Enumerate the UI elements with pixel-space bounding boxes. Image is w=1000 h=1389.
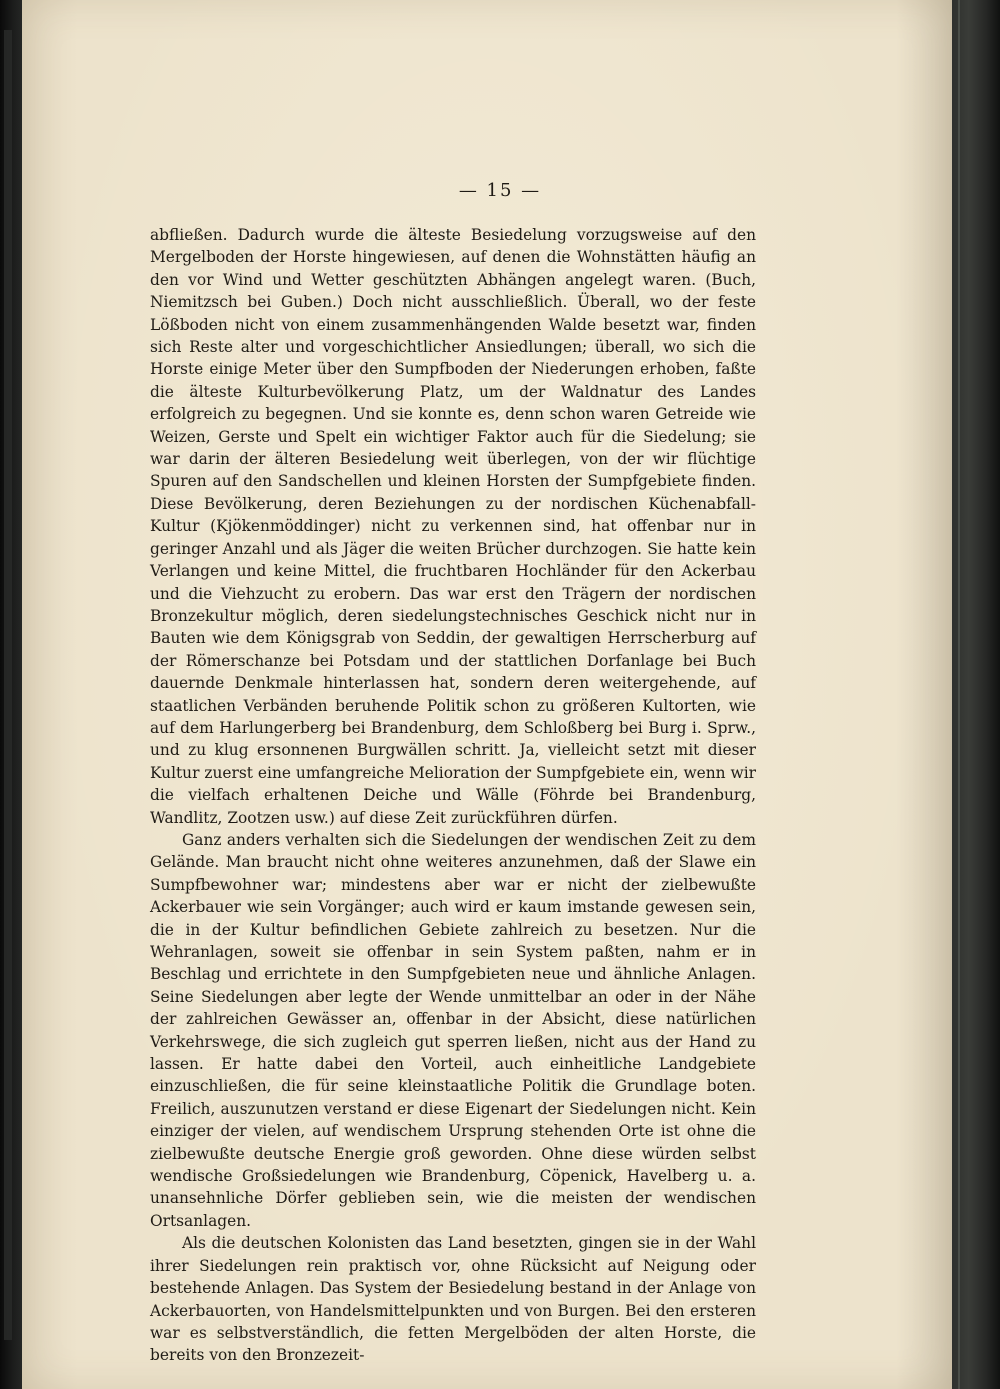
body-text [150, 224, 756, 1367]
binding-line [958, 0, 960, 1389]
paragraph-3: Als die deutschen Kolonisten das Land besetzten, gingen sie in der Wahl ihrer Siedelungen rein praktisch vor, ohne Rücksicht auf Neigung oder bestehende Anlagen. Das System der Besiedelung bestand in der Anlage von Ackerbauorten, von Handelsmittelpunkten und von Burgen. Bei den ersteren war es selbstverständlich, die fetten Mergelböden der alten Horste, die bereits von den Bronzezeit- [150, 1234, 756, 1365]
book-left-leaf [4, 30, 12, 1340]
page-number: — 15 — [458, 180, 542, 201]
paragraph-1: abfließen. Dadurch wurde die älteste Besiedelung vorzugsweise auf den Mergelboden der Horste hingewiesen, auf denen die Wohnstätten häufig an den vor Wind und Wetter geschützten Abhängen angelegt waren. (Buch, Niemitzsch bei Guben.) Doch nicht ausschließlich. Überall, wo der feste Lößboden nicht von einem zusammenhängenden Walde besetzt war, finden sich Reste alter und vorgeschichtlicher Ansiedlungen; überall, wo sich die Horste einige Meter über den Sumpfboden der Niederungen erhoben, faßte die älteste Kulturbevölkerung Platz, um der Waldnatur des Landes erfolgreich zu begegnen. Und sie konnte es, denn schon waren Getreide wie Weizen, Gerste und Spelt ein wichtiger Faktor auch für die Siedelung; sie war darin der älteren Besiedelung weit überlegen, von der wir flüchtige Spuren auf den Sandschellen und kleinen Horsten der Sumpfgebiete finden. Diese Bevölkerung, deren Beziehungen zu der nordischen Küchenabfall-Kultur (Kjökenmöddinger) nicht zu verkennen sind, hat offenbar nur in geringer Anzahl und als Jäger die weiten Brücher durchzogen. Sie hatte kein Verlangen und keine Mittel, die fruchtbaren Hochländer für den Ackerbau und die Viehzucht zu erobern. Das war erst den Trägern der nordischen Bronzekultur möglich, deren siedelungstechnisches Geschick nicht nur in Bauten wie dem Königsgrab von Seddin, der gewaltigen Herrscherburg auf der Römerschanze bei Potsdam und der stattlichen Dorfanlage bei Buch dauernde Denkmale hinterlassen hat, sondern deren weitergehende, auf staatlichen Verbänden beruhende Politik schon zu größeren Kultorten, wie auf dem Harlungerberg bei Brandenburg, dem Schloßberg bei Burg i. Sprw., und zu klug ersonnenen Burgwällen schritt. Ja, vielleicht setzt mit dieser Kultur zuerst eine umfangreiche Melioration der Sumpfgebiete ein, wenn wir die vielfach erhaltenen Deiche und Wälle (Föhrde bei Brandenburg, Wandlitz, Zootzen usw.) auf diese Zeit zurückführen dürfen. [150, 226, 756, 827]
paragraph-2: Ganz anders verhalten sich die Siedelungen der wendischen Zeit zu dem Gelände. Man braucht nicht ohne weiteres anzunehmen, daß der Slawe ein Sumpfbewohner war; mindestens aber war er nicht der zielbewußte Ackerbauer wie sein Vorgänger; auch wird er kaum imstande gewesen sein, die in der Kultur befindlichen Gebiete zahlreich zu besetzen. Nur die Wehranlagen, soweit sie offenbar in sein System paßten, nahm er in Beschlag und errichtete in den Sumpfgebieten neue und ähnliche Anlagen. Seine Siedelungen aber legte der Wende unmittelbar an oder in der Nähe der zahlreichen Gewässer an, offenbar in der Absicht, diese natürlichen Verkehrswege, die sich zugleich gut sperren ließen, nicht aus der Hand zu lassen. Er hatte dabei den Vorteil, auch einheitliche Landgebiete einzuschließen, die für seine kleinstaatliche Politik die Grundlage boten. Freilich, auszunutzen verstand er diese Eigenart der Siedelungen nicht. Kein einziger der vielen, auf wendischem Ursprung stehenden Orte ist ohne die zielbewußte deutsche Energie groß geworden. Ohne diese würden selbst wendische Großsiedelungen wie Brandenburg, Cöpenick, Havelberg u. a. unansehnliche Dörfer geblieben sein, wie die meisten der wendischen Ortsanlagen. [150, 830, 756, 1230]
